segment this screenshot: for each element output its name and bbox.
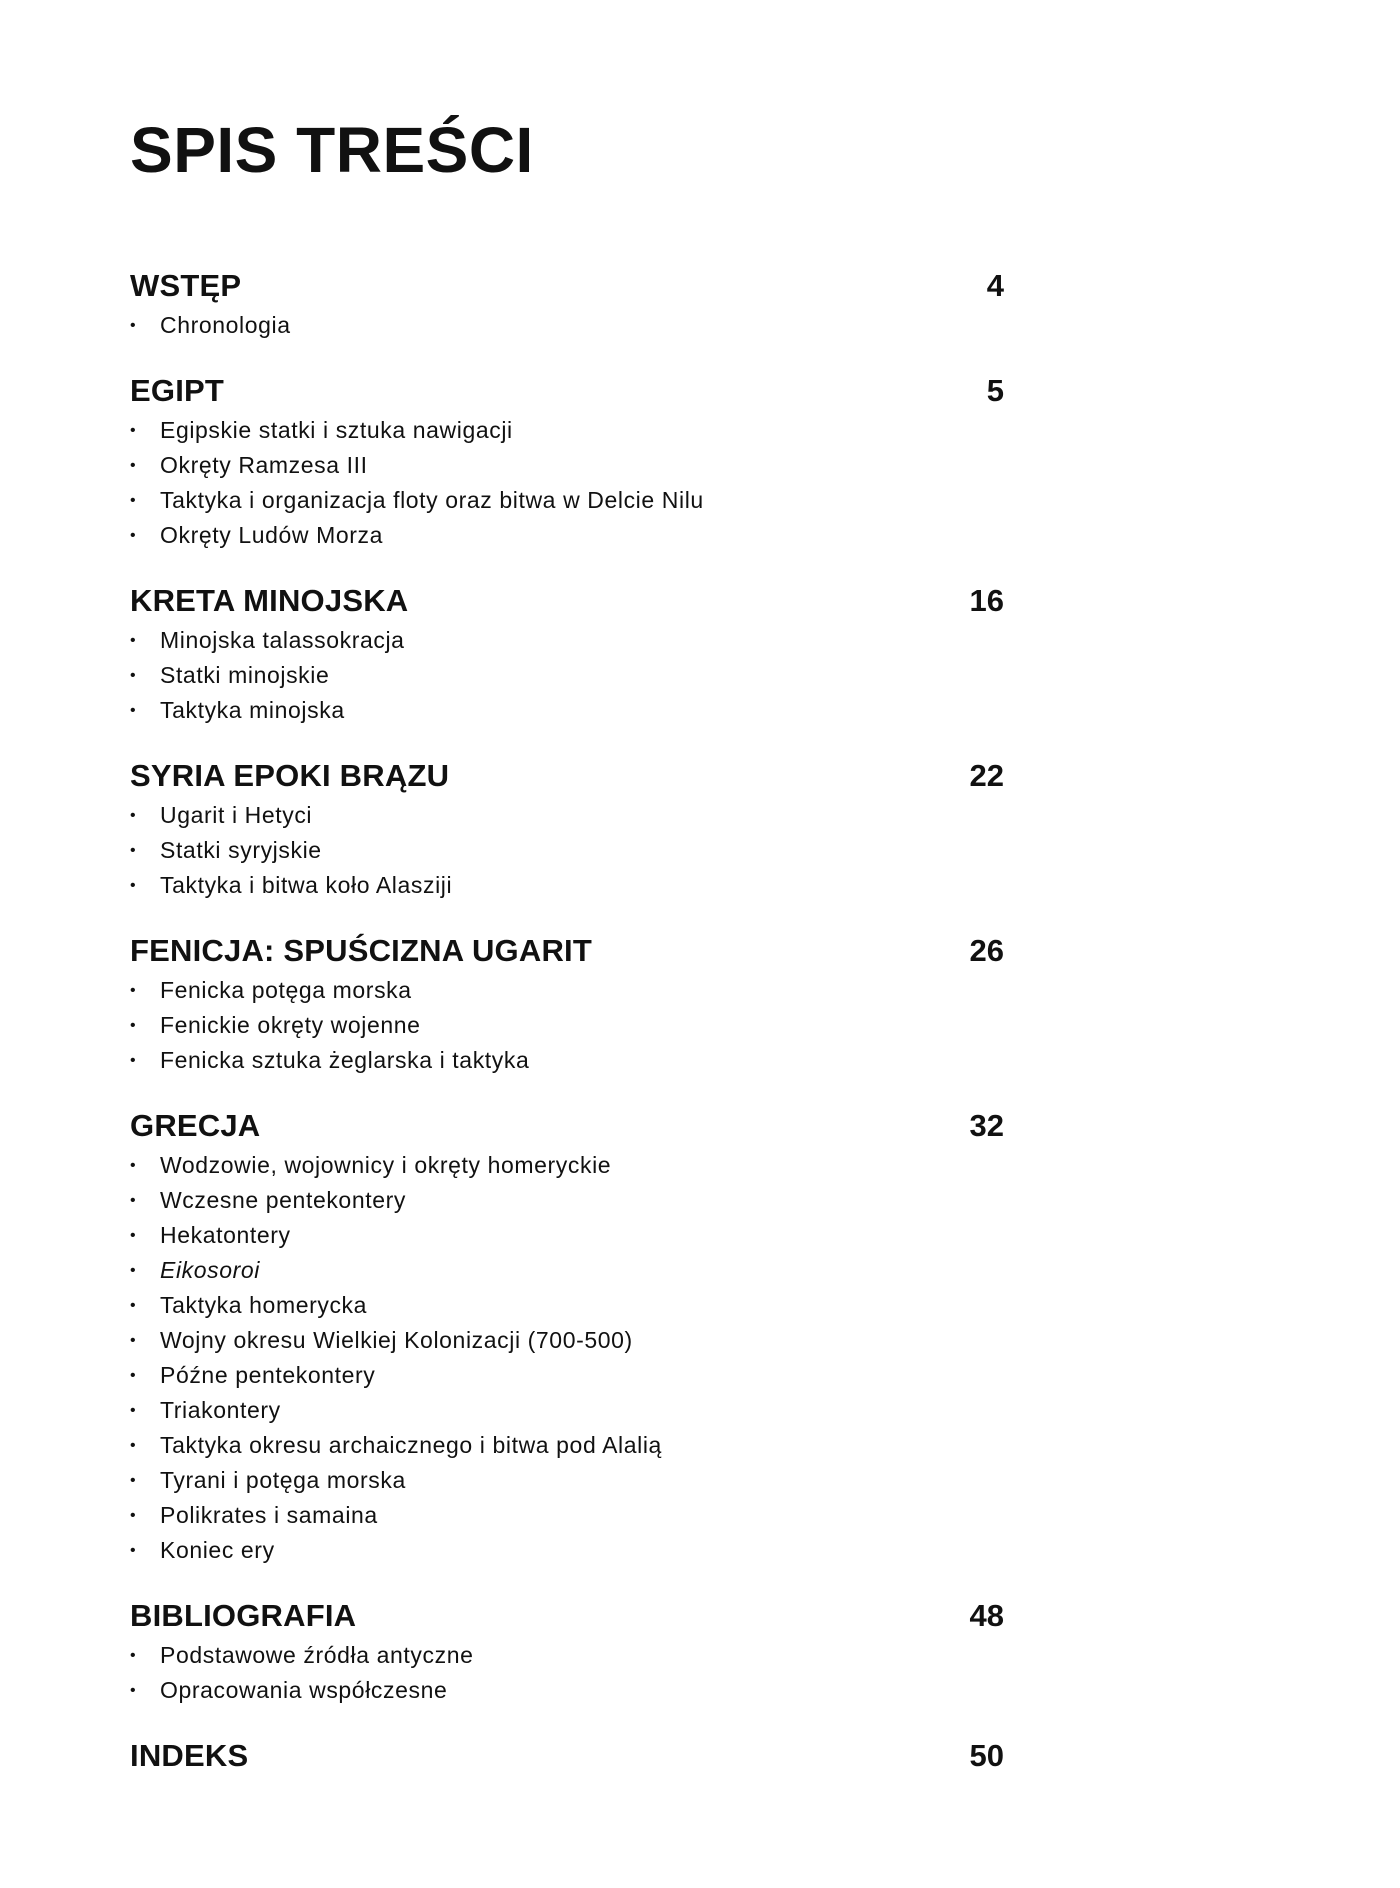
section-title: WSTĘP <box>130 268 242 303</box>
toc-subitem[interactable] <box>130 1218 1004 1253</box>
bullet-icon: • <box>130 1437 136 1454</box>
section-page-number: 26 <box>969 933 1004 968</box>
bullet-icon: • <box>130 1262 136 1279</box>
bullet-icon: • <box>130 527 136 544</box>
toc-subitems <box>130 413 1004 553</box>
bullet-icon: • <box>130 1402 136 1419</box>
toc-subitem[interactable] <box>130 1673 1004 1708</box>
bullet-icon: • <box>130 317 136 334</box>
toc-subitem[interactable] <box>130 1428 1004 1463</box>
bullet-icon: • <box>130 1297 136 1314</box>
toc-page <box>130 112 1004 1808</box>
section-page-number: 16 <box>969 583 1004 618</box>
subitem-label: Wojny okresu Wielkiej Kolonizacji (700-500) <box>160 1327 633 1353</box>
toc-subitem[interactable] <box>130 1638 1004 1673</box>
toc-subitem[interactable] <box>130 798 1004 833</box>
subitem-label: Statki minojskie <box>160 662 330 688</box>
bullet-icon: • <box>130 1017 136 1034</box>
section-page-number: 50 <box>969 1738 1004 1773</box>
toc-subitem[interactable] <box>130 1498 1004 1533</box>
section-title: GRECJA <box>130 1108 261 1143</box>
toc-subitems <box>130 973 1004 1078</box>
toc-subitem[interactable] <box>130 413 1004 448</box>
toc-section <box>130 1598 1004 1708</box>
bullet-icon: • <box>130 702 136 719</box>
subitem-label: Statki syryjskie <box>160 837 322 863</box>
subitem-label: Triakontery <box>160 1397 281 1423</box>
subitem-label: Wodzowie, wojownicy i okręty homeryckie <box>160 1152 612 1178</box>
toc-subitem[interactable] <box>130 1393 1004 1428</box>
bullet-icon: • <box>130 422 136 439</box>
toc-section <box>130 583 1004 728</box>
bullet-icon: • <box>130 982 136 999</box>
toc-section-heading[interactable] <box>130 373 1004 413</box>
toc-subitems <box>130 623 1004 728</box>
subitem-label: Taktyka i organizacja floty oraz bitwa w Delcie Nilu <box>160 487 704 513</box>
subitem-label: Taktyka okresu archaicznego i bitwa pod Alalią <box>160 1432 662 1458</box>
subitem-label: Taktyka homerycka <box>160 1292 368 1318</box>
toc-section-heading[interactable] <box>130 1598 1004 1638</box>
subitem-label: Podstawowe źródła antyczne <box>160 1642 474 1668</box>
toc-section <box>130 1738 1004 1778</box>
subitem-label: Tyrani i potęga morska <box>160 1467 406 1493</box>
bullet-icon: • <box>130 1682 136 1699</box>
toc-subitem[interactable] <box>130 1323 1004 1358</box>
table-of-contents <box>130 268 1004 1778</box>
section-title: BIBLIOGRAFIA <box>130 1598 357 1633</box>
subitem-label: Koniec ery <box>160 1537 275 1563</box>
toc-subitem[interactable] <box>130 693 1004 728</box>
toc-subitem[interactable] <box>130 833 1004 868</box>
subitem-label: Fenickie okręty wojenne <box>160 1012 421 1038</box>
section-page-number: 32 <box>969 1108 1004 1143</box>
toc-subitem[interactable] <box>130 658 1004 693</box>
bullet-icon: • <box>130 807 136 824</box>
toc-section-heading[interactable] <box>130 1108 1004 1148</box>
toc-section <box>130 758 1004 903</box>
toc-subitem[interactable] <box>130 1008 1004 1043</box>
toc-subitem[interactable] <box>130 1148 1004 1183</box>
bullet-icon: • <box>130 457 136 474</box>
bullet-icon: • <box>130 1192 136 1209</box>
toc-section-heading[interactable] <box>130 758 1004 798</box>
bullet-icon: • <box>130 842 136 859</box>
section-title: INDEKS <box>130 1738 249 1773</box>
toc-subitem[interactable] <box>130 1043 1004 1078</box>
toc-subitem[interactable] <box>130 1288 1004 1323</box>
subitem-label: Hekatontery <box>160 1222 291 1248</box>
toc-section <box>130 1108 1004 1568</box>
toc-section-heading[interactable] <box>130 583 1004 623</box>
toc-subitem[interactable] <box>130 518 1004 553</box>
toc-subitem[interactable] <box>130 1183 1004 1218</box>
subitem-label: Wczesne pentekontery <box>160 1187 406 1213</box>
toc-section <box>130 933 1004 1078</box>
subitem-label: Minojska talassokracja <box>160 627 405 653</box>
toc-subitem[interactable] <box>130 448 1004 483</box>
subitem-label: Okręty Ludów Morza <box>160 522 383 548</box>
subitem-label: Taktyka i bitwa koło Alasziji <box>160 872 453 898</box>
toc-subitem[interactable] <box>130 1533 1004 1568</box>
bullet-icon: • <box>130 1507 136 1524</box>
toc-subitem[interactable] <box>130 868 1004 903</box>
section-title: EGIPT <box>130 373 225 408</box>
bullet-icon: • <box>130 1227 136 1244</box>
subitem-label: Chronologia <box>160 312 291 338</box>
toc-section <box>130 373 1004 553</box>
toc-section-heading[interactable] <box>130 933 1004 973</box>
subitem-label: Fenicka potęga morska <box>160 977 412 1003</box>
toc-subitem[interactable] <box>130 308 1004 343</box>
bullet-icon: • <box>130 1367 136 1384</box>
toc-subitems <box>130 1638 1004 1708</box>
section-page-number: 48 <box>969 1598 1004 1633</box>
toc-subitems <box>130 308 1004 343</box>
section-page-number: 4 <box>986 268 1004 303</box>
toc-section-heading[interactable] <box>130 1738 1004 1778</box>
subitem-label: Fenicka sztuka żeglarska i taktyka <box>160 1047 530 1073</box>
toc-subitem[interactable] <box>130 1358 1004 1393</box>
toc-subitem[interactable] <box>130 623 1004 658</box>
subitem-label: Ugarit i Hetyci <box>160 802 313 828</box>
bullet-icon: • <box>130 1472 136 1489</box>
page-title: SPIS TREŚCI <box>130 114 534 186</box>
toc-section-heading[interactable] <box>130 268 1004 308</box>
toc-subitem[interactable] <box>130 973 1004 1008</box>
toc-subitem[interactable] <box>130 1253 1004 1288</box>
toc-subitems <box>130 1148 1004 1568</box>
section-page-number: 5 <box>986 373 1004 408</box>
subitem-label: Polikrates i samaina <box>160 1502 378 1528</box>
subitem-label: Eikosoroi <box>160 1257 260 1283</box>
toc-section <box>130 268 1004 343</box>
toc-subitem[interactable] <box>130 1463 1004 1498</box>
subitem-label: Późne pentekontery <box>160 1362 376 1388</box>
subitem-label: Okręty Ramzesa III <box>160 452 368 478</box>
toc-subitems <box>130 798 1004 903</box>
subitem-label: Opracowania współczesne <box>160 1677 448 1703</box>
bullet-icon: • <box>130 667 136 684</box>
bullet-icon: • <box>130 492 136 509</box>
bullet-icon: • <box>130 1542 136 1559</box>
bullet-icon: • <box>130 877 136 894</box>
subitem-label: Taktyka minojska <box>160 697 345 723</box>
toc-subitem[interactable] <box>130 483 1004 518</box>
bullet-icon: • <box>130 1157 136 1174</box>
bullet-icon: • <box>130 1647 136 1664</box>
subitem-label: Egipskie statki i sztuka nawigacji <box>160 417 513 443</box>
section-title: FENICJA: SPUŚCIZNA UGARIT <box>130 933 592 968</box>
section-title: SYRIA EPOKI BRĄZU <box>130 758 450 793</box>
section-page-number: 22 <box>969 758 1004 793</box>
bullet-icon: • <box>130 632 136 649</box>
section-title: KRETA MINOJSKA <box>130 583 409 618</box>
bullet-icon: • <box>130 1052 136 1069</box>
bullet-icon: • <box>130 1332 136 1349</box>
